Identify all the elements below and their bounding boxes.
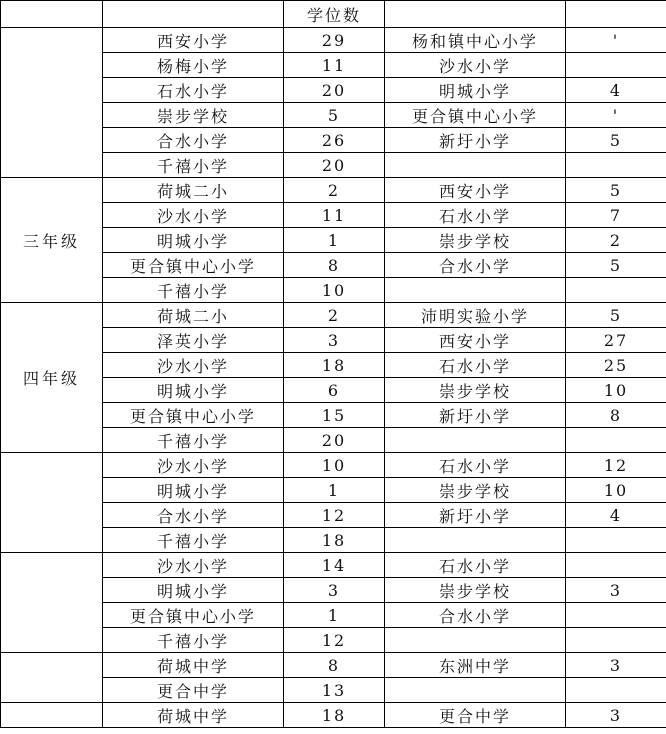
grade-cell: [1, 453, 103, 553]
seats-a-cell: 1: [284, 228, 385, 253]
school-a-cell: 石水小学: [103, 78, 284, 103]
table-row: [1, 553, 666, 578]
seats-b-cell: 8: [566, 403, 666, 428]
seats-b-cell: [566, 53, 666, 78]
header-grade-cell: [1, 1, 103, 28]
table-row: [1, 178, 666, 203]
table-row: [1, 28, 666, 53]
school-b-cell: 西安小学: [385, 178, 566, 203]
school-b-cell: 西安小学: [385, 328, 566, 353]
school-a-cell: 明城小学: [103, 478, 284, 503]
school-a-cell: 千禧小学: [103, 278, 284, 303]
seats-b-cell: [566, 603, 666, 628]
grade-cell: [1, 553, 103, 653]
school-b-cell: 新圩小学: [385, 128, 566, 153]
school-a-cell: 沙水小学: [103, 453, 284, 478]
seats-b-cell: [566, 278, 666, 303]
seats-a-cell: 11: [284, 203, 385, 228]
header-school-a-cell: [103, 1, 284, 28]
seats-b-cell: 27: [566, 328, 666, 353]
school-a-cell: 荷城二小: [103, 178, 284, 203]
table-row: [1, 303, 666, 328]
school-b-cell: 石水小学: [385, 553, 566, 578]
school-a-cell: 荷城中学: [103, 703, 284, 728]
seats-b-cell: 12: [566, 453, 666, 478]
school-a-cell: 更合镇中心小学: [103, 603, 284, 628]
table-row: [1, 453, 666, 478]
grade-cell: 三年级: [1, 178, 103, 303]
school-b-cell: 沛明实验小学: [385, 303, 566, 328]
school-b-cell: 更合镇中心小学: [385, 103, 566, 128]
seats-b-cell: 2: [566, 228, 666, 253]
school-b-cell: [385, 278, 566, 303]
school-a-cell: 明城小学: [103, 228, 284, 253]
seats-a-cell: 1: [284, 478, 385, 503]
seats-a-cell: 20: [284, 78, 385, 103]
seats-b-cell: 4: [566, 503, 666, 528]
seats-a-cell: 12: [284, 628, 385, 653]
seats-a-cell: 18: [284, 528, 385, 553]
seats-a-cell: 26: [284, 128, 385, 153]
school-a-cell: 更合镇中心小学: [103, 253, 284, 278]
seats-b-cell: ': [566, 28, 666, 53]
seats-a-cell: 3: [284, 328, 385, 353]
school-a-cell: 崇步学校: [103, 103, 284, 128]
school-b-cell: 崇步学校: [385, 578, 566, 603]
header-row: [1, 1, 666, 28]
school-b-cell: [385, 528, 566, 553]
school-a-cell: 更合镇中心小学: [103, 403, 284, 428]
school-b-cell: 更合中学: [385, 703, 566, 728]
seats-a-cell: 11: [284, 53, 385, 78]
grade-cell: [1, 703, 103, 728]
school-b-cell: [385, 678, 566, 703]
school-a-cell: 更合中学: [103, 678, 284, 703]
school-b-cell: 新圩小学: [385, 503, 566, 528]
school-b-cell: [385, 428, 566, 453]
seats-b-cell: 5: [566, 128, 666, 153]
seats-b-cell: 3: [566, 703, 666, 728]
seats-a-cell: 8: [284, 653, 385, 678]
school-a-cell: 千禧小学: [103, 628, 284, 653]
school-b-cell: 明城小学: [385, 78, 566, 103]
header-school-b-cell: [385, 1, 566, 28]
seats-a-cell: 13: [284, 678, 385, 703]
seats-b-cell: 4: [566, 78, 666, 103]
school-b-cell: [385, 628, 566, 653]
header-seats-a-cell: 学位数: [284, 1, 385, 28]
seats-a-cell: 10: [284, 453, 385, 478]
school-a-cell: 沙水小学: [103, 203, 284, 228]
school-a-cell: 明城小学: [103, 378, 284, 403]
school-b-cell: 崇步学校: [385, 228, 566, 253]
school-b-cell: 崇步学校: [385, 378, 566, 403]
school-a-cell: 千禧小学: [103, 153, 284, 178]
seats-b-cell: 3: [566, 653, 666, 678]
header-seats-b-cell: [566, 1, 666, 28]
seats-a-cell: 1: [284, 603, 385, 628]
grade-cell: [1, 653, 103, 703]
seats-a-cell: 3: [284, 578, 385, 603]
school-a-cell: 沙水小学: [103, 353, 284, 378]
school-a-cell: 千禧小学: [103, 428, 284, 453]
school-b-cell: 合水小学: [385, 253, 566, 278]
seats-a-cell: 10: [284, 278, 385, 303]
seats-b-cell: [566, 553, 666, 578]
table-row: [1, 653, 666, 678]
school-a-cell: 合水小学: [103, 503, 284, 528]
seats-b-cell: [566, 153, 666, 178]
seats-b-cell: [566, 628, 666, 653]
seats-a-cell: 6: [284, 378, 385, 403]
seats-b-cell: ': [566, 103, 666, 128]
school-a-cell: 千禧小学: [103, 528, 284, 553]
seats-b-cell: 5: [566, 178, 666, 203]
seats-b-cell: [566, 428, 666, 453]
seats-b-cell: 25: [566, 353, 666, 378]
school-a-cell: 西安小学: [103, 28, 284, 53]
seats-b-cell: 10: [566, 478, 666, 503]
school-b-cell: [385, 153, 566, 178]
school-a-cell: 荷城二小: [103, 303, 284, 328]
seats-a-cell: 12: [284, 503, 385, 528]
school-a-cell: 荷城中学: [103, 653, 284, 678]
seats-a-cell: 18: [284, 353, 385, 378]
seats-a-cell: 2: [284, 178, 385, 203]
seats-b-cell: 3: [566, 578, 666, 603]
school-a-cell: 明城小学: [103, 578, 284, 603]
school-b-cell: 石水小学: [385, 203, 566, 228]
seats-a-cell: 14: [284, 553, 385, 578]
school-a-cell: 合水小学: [103, 128, 284, 153]
school-b-cell: 崇步学校: [385, 478, 566, 503]
school-b-cell: 沙水小学: [385, 53, 566, 78]
seats-a-cell: 20: [284, 428, 385, 453]
seats-b-cell: 7: [566, 203, 666, 228]
grade-cell: [1, 28, 103, 178]
seats-a-cell: 18: [284, 703, 385, 728]
table-row: [1, 703, 666, 728]
school-b-cell: 新圩小学: [385, 403, 566, 428]
seats-a-cell: 20: [284, 153, 385, 178]
school-a-cell: 沙水小学: [103, 553, 284, 578]
school-a-cell: 泽英小学: [103, 328, 284, 353]
seats-a-cell: 15: [284, 403, 385, 428]
seats-a-cell: 8: [284, 253, 385, 278]
table-body: [1, 1, 666, 728]
school-b-cell: 东洲中学: [385, 653, 566, 678]
seats-a-cell: 29: [284, 28, 385, 53]
school-b-cell: 合水小学: [385, 603, 566, 628]
seats-b-cell: 5: [566, 253, 666, 278]
seats-a-cell: 2: [284, 303, 385, 328]
school-b-cell: 杨和镇中心小学: [385, 28, 566, 53]
school-a-cell: 杨梅小学: [103, 53, 284, 78]
seats-b-cell: [566, 528, 666, 553]
seats-a-cell: 5: [284, 103, 385, 128]
seats-b-cell: 10: [566, 378, 666, 403]
school-b-cell: 石水小学: [385, 353, 566, 378]
seats-b-cell: 5: [566, 303, 666, 328]
seats-b-cell: [566, 678, 666, 703]
school-b-cell: 石水小学: [385, 453, 566, 478]
grade-cell: 四年级: [1, 303, 103, 453]
